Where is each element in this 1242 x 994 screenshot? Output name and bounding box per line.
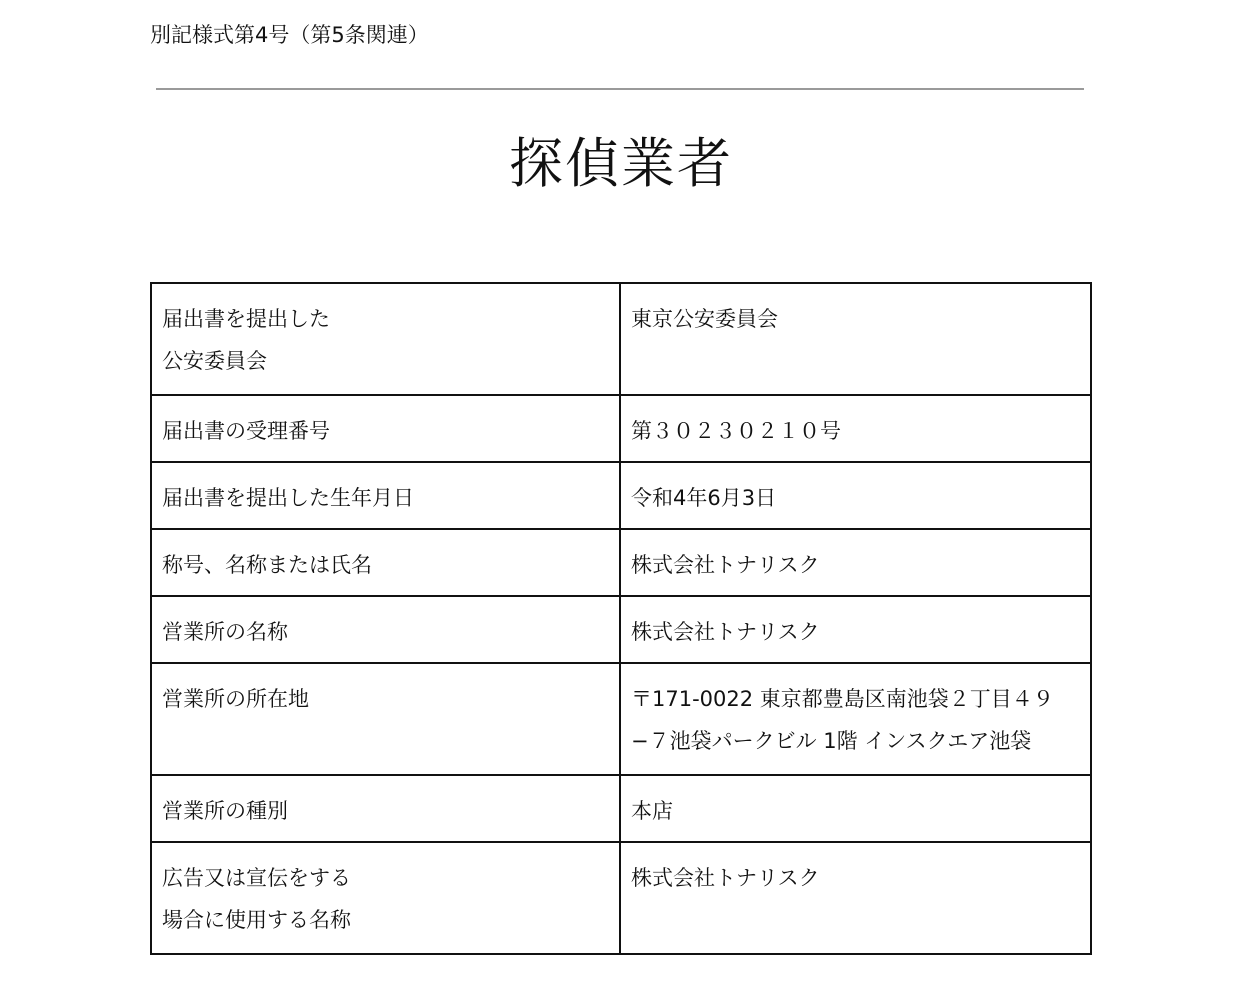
table-row: [151, 663, 1091, 775]
table-row: [151, 283, 1091, 395]
table-row: [151, 596, 1091, 663]
row-label-trade-name: 称号、名称または氏名: [151, 529, 620, 596]
table-row: [151, 529, 1091, 596]
row-value-advertising-name: 株式会社トナリスク: [620, 842, 1091, 954]
detective-business-info-table: [150, 282, 1092, 955]
row-value-submission-date: 令和4年6月3日: [620, 462, 1091, 529]
row-label-public-safety-commission: 届出書を提出した 公安委員会: [151, 283, 620, 395]
page-title: 探偵業者: [509, 132, 733, 195]
row-value-receipt-number: 第３０２３０２１０号: [620, 395, 1091, 462]
row-value-trade-name: 株式会社トナリスク: [620, 529, 1091, 596]
row-value-office-type: 本店: [620, 775, 1091, 842]
row-value-office-address: 〒171-0022 東京都豊島区南池袋２丁目４９ −７池袋パークビル 1階 インスクエア池袋: [620, 663, 1091, 775]
row-label-office-address: 営業所の所在地: [151, 663, 620, 775]
row-label-receipt-number: 届出書の受理番号: [151, 395, 620, 462]
table-row: [151, 395, 1091, 462]
row-label-submission-date: 届出書を提出した生年月日: [151, 462, 620, 529]
table-row: [151, 842, 1091, 954]
row-label-office-name: 営業所の名称: [151, 596, 620, 663]
row-value-office-name: 株式会社トナリスク: [620, 596, 1091, 663]
row-label-office-type: 営業所の種別: [151, 775, 620, 842]
table-row: [151, 775, 1091, 842]
row-value-public-safety-commission: 東京公安委員会: [620, 283, 1091, 395]
header-divider: [156, 88, 1084, 90]
row-label-advertising-name: 広告又は宣伝をする 場合に使用する名称: [151, 842, 620, 954]
table-row: [151, 462, 1091, 529]
form-reference-note: 別記様式第4号（第5条関連）: [150, 23, 429, 47]
